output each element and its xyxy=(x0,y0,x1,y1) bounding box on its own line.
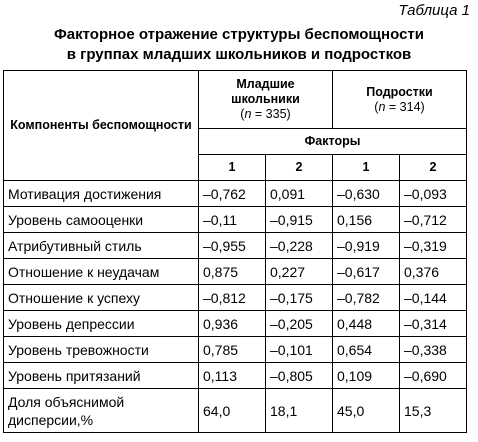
factor-number: 2 xyxy=(400,155,467,181)
table-row xyxy=(4,207,467,233)
row-value: –0,955 xyxy=(199,233,266,259)
factors-header: Факторы xyxy=(199,129,467,155)
row-value: 0,376 xyxy=(400,259,467,285)
row-value: 0,875 xyxy=(199,259,266,285)
row-label: Уровень самооценки xyxy=(4,207,199,233)
row-value: –0,712 xyxy=(400,207,467,233)
table-row xyxy=(4,363,467,389)
group1-n: (n = 335) xyxy=(240,107,291,121)
row-value: –0,101 xyxy=(266,337,333,363)
factor-number: 1 xyxy=(333,155,400,181)
row-value: 0,109 xyxy=(333,363,400,389)
row-value: –0,11 xyxy=(199,207,266,233)
title-line-1: Факторное отражение структуры беспомощности xyxy=(53,26,424,43)
group1-header xyxy=(199,71,333,129)
row-label: Мотивация достижения xyxy=(4,181,199,207)
row-value: 0,785 xyxy=(199,337,266,363)
row-label: Уровень притязаний xyxy=(4,363,199,389)
row-value: –0,805 xyxy=(266,363,333,389)
components-header xyxy=(4,71,199,181)
group2-name: Подростки xyxy=(366,84,433,99)
row-value: –0,093 xyxy=(400,181,467,207)
table-row xyxy=(4,233,467,259)
variance-label xyxy=(4,389,199,433)
row-value: –0,144 xyxy=(400,285,467,311)
variance-label-line-2: дисперсии,% xyxy=(8,411,94,428)
table-row xyxy=(4,259,467,285)
row-value: –0,319 xyxy=(400,233,467,259)
row-value: –0,205 xyxy=(266,311,333,337)
variance-value: 15,3 xyxy=(400,389,467,433)
table-row xyxy=(4,311,467,337)
row-label: Отношение к успеху xyxy=(4,285,199,311)
factor-table xyxy=(3,70,467,433)
row-value: 0,091 xyxy=(266,181,333,207)
table-row xyxy=(4,181,467,207)
row-value: –0,314 xyxy=(400,311,467,337)
row-value: 0,227 xyxy=(266,259,333,285)
row-value: –0,762 xyxy=(199,181,266,207)
row-label: Атрибутивный стиль xyxy=(4,233,199,259)
variance-value: 64,0 xyxy=(199,389,266,433)
row-value: –0,690 xyxy=(400,363,467,389)
components-header-text: Компоненты беспомощности xyxy=(10,118,192,132)
title-line-2: в группах младших школьников и подростков xyxy=(66,46,412,63)
row-value: –0,228 xyxy=(266,233,333,259)
row-value: –0,617 xyxy=(333,259,400,285)
row-value: –0,630 xyxy=(333,181,400,207)
row-value: 0,654 xyxy=(333,337,400,363)
row-value: –0,915 xyxy=(266,207,333,233)
group1-name: Младшие школьники xyxy=(231,77,300,106)
variance-row xyxy=(4,389,467,433)
variance-value: 45,0 xyxy=(333,389,400,433)
table-row xyxy=(4,337,467,363)
row-value: –0,812 xyxy=(199,285,266,311)
row-value: –0,338 xyxy=(400,337,467,363)
group2-n: (n = 314) xyxy=(374,99,425,114)
group2-header xyxy=(333,71,467,129)
table-row xyxy=(4,285,467,311)
row-label: Уровень тревожности xyxy=(4,337,199,363)
variance-value: 18,1 xyxy=(266,389,333,433)
table-caption: Таблица 1 xyxy=(398,2,470,19)
factor-number: 2 xyxy=(266,155,333,181)
row-value: –0,782 xyxy=(333,285,400,311)
row-value: –0,175 xyxy=(266,285,333,311)
row-value: 0,936 xyxy=(199,311,266,337)
row-value: –0,919 xyxy=(333,233,400,259)
row-value: 0,113 xyxy=(199,363,266,389)
variance-label-line-1: Доля объяснимой xyxy=(8,393,125,410)
row-value: 0,448 xyxy=(333,311,400,337)
factor-number: 1 xyxy=(199,155,266,181)
row-label: Уровень депрессии xyxy=(4,311,199,337)
row-label: Отношение к неудачам xyxy=(4,259,199,285)
row-value: 0,156 xyxy=(333,207,400,233)
table-title xyxy=(0,25,478,65)
